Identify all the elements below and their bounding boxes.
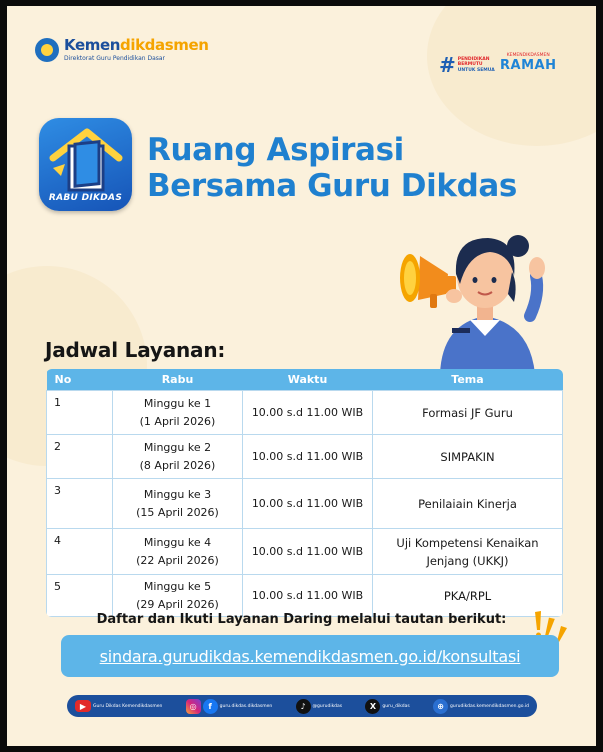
facebook-icon: f: [203, 699, 218, 714]
social-website[interactable]: [433, 699, 529, 714]
title-line-1: Ruang Aspirasi: [147, 132, 404, 168]
registration-link[interactable]: sindara.gurudikdas.kemendikdasmen.go.id/konsultasi: [99, 646, 521, 666]
rabu-week: Minggu ke 5: [143, 579, 212, 593]
social-youtube[interactable]: [75, 700, 162, 712]
campaign-line: PENDIDIKAN: [457, 56, 490, 62]
campaign-tag: [439, 53, 495, 77]
header-tema: Tema: [373, 369, 563, 391]
instagram-facebook-label: guru.dikdas.dikdasmen: [219, 703, 273, 709]
table-row: [47, 479, 563, 529]
website-label: gurudikdas.kemendikdasmen.go.id: [450, 703, 529, 709]
rabu-dikdas-app-icon: [39, 118, 132, 211]
rabu-date: (29 April 2026): [136, 597, 219, 611]
brand-name-suffix: dikdasmen: [120, 36, 209, 54]
brand-name-prefix: Kemen: [64, 36, 121, 54]
woman-megaphone-illustration: [390, 224, 560, 374]
rabu-week: Minggu ke 1: [143, 396, 212, 410]
header-no: No: [47, 369, 113, 391]
campaign-line: BERMUTU: [457, 62, 483, 68]
cell-rabu: [113, 575, 243, 617]
brand-subtitle: Direktorat Guru Pendidikan Dasar: [64, 55, 166, 62]
instagram-icon: ◎: [186, 699, 201, 714]
registration-link-button[interactable]: [61, 635, 559, 677]
title-line-2: Bersama Guru Dikdas: [147, 168, 517, 204]
table-header-row: [47, 369, 563, 391]
rabu-week: Minggu ke 3: [143, 487, 212, 501]
table-row: [47, 575, 563, 617]
rabu-date: (8 April 2026): [139, 458, 216, 472]
ramah-logo: [500, 53, 556, 73]
cell-waktu: 10.00 s.d 11.00 WIB: [243, 575, 373, 617]
social-media-bar: [67, 695, 537, 717]
youtube-label: Guru Dikdas Kemendikdasmen: [93, 703, 163, 709]
ramah-text: RAMAH: [500, 58, 557, 73]
cell-no: 1: [47, 391, 113, 435]
tema-line: Formasi JF Guru: [422, 405, 513, 420]
x-icon: X: [365, 699, 380, 714]
cell-rabu: [113, 435, 243, 479]
cell-rabu: [113, 529, 243, 575]
social-x[interactable]: [365, 699, 409, 714]
tiktok-icon: ♪: [296, 699, 311, 714]
tema-line: SIMPAKIN: [440, 449, 495, 464]
cell-tema: [373, 391, 563, 435]
social-tiktok[interactable]: [296, 699, 343, 714]
campaign-hash: #: [439, 53, 456, 77]
cta-text: Daftar dan Ikuti Layanan Daring melalui tautan berikut:: [96, 612, 507, 627]
cell-no: 2: [47, 435, 113, 479]
brand-logo-group: [35, 38, 209, 62]
rabu-date: (1 April 2026): [139, 414, 216, 428]
x-label: guru_dikdas: [382, 703, 410, 709]
section-title: Jadwal Layanan:: [45, 338, 226, 362]
cell-waktu: 10.00 s.d 11.00 WIB: [243, 529, 373, 575]
header-rabu: Rabu: [113, 369, 243, 391]
social-instagram-facebook[interactable]: [186, 699, 273, 714]
cell-tema: [373, 529, 563, 575]
rabu-date: (22 April 2026): [136, 553, 219, 567]
rabu-week: Minggu ke 2: [143, 440, 212, 454]
page-title: [147, 132, 517, 204]
cell-tema: [373, 435, 563, 479]
cell-rabu: [113, 391, 243, 435]
cell-waktu: 10.00 s.d 11.00 WIB: [243, 435, 373, 479]
tiktok-label: @gurudikdas: [312, 703, 343, 709]
campaign-line: UNTUK SEMUA: [457, 67, 495, 73]
tema-line: Uji Kompetensi Kenaikan: [396, 535, 539, 550]
app-icon-label: RABU DIKDAS: [48, 193, 123, 203]
rabu-week: Minggu ke 4: [143, 535, 212, 549]
tema-line: PKA/RPL: [443, 588, 492, 603]
cell-no: 3: [47, 479, 113, 529]
tema-line: Jenjang (UKKJ): [426, 553, 509, 568]
cell-tema: [373, 479, 563, 529]
tema-line: Penilaiain Kinerja: [418, 496, 517, 511]
header-waktu: Waktu: [243, 369, 373, 391]
brand-name: [64, 38, 209, 53]
schedule-table: [46, 369, 563, 617]
youtube-icon: ▶: [75, 700, 91, 712]
ramah-small: KEMENDIKDASMEN: [506, 53, 550, 58]
cell-no: 4: [47, 529, 113, 575]
cell-rabu: [113, 479, 243, 529]
cell-waktu: 10.00 s.d 11.00 WIB: [243, 479, 373, 529]
cell-no: 5: [47, 575, 113, 617]
poster: [7, 6, 596, 746]
tut-wuri-logo-icon: [35, 38, 59, 62]
cell-waktu: 10.00 s.d 11.00 WIB: [243, 391, 373, 435]
table-row: [47, 529, 563, 575]
rabu-date: (15 April 2026): [136, 505, 219, 519]
table-row: [47, 435, 563, 479]
table-row: [47, 391, 563, 435]
globe-icon: ⊕: [433, 699, 448, 714]
